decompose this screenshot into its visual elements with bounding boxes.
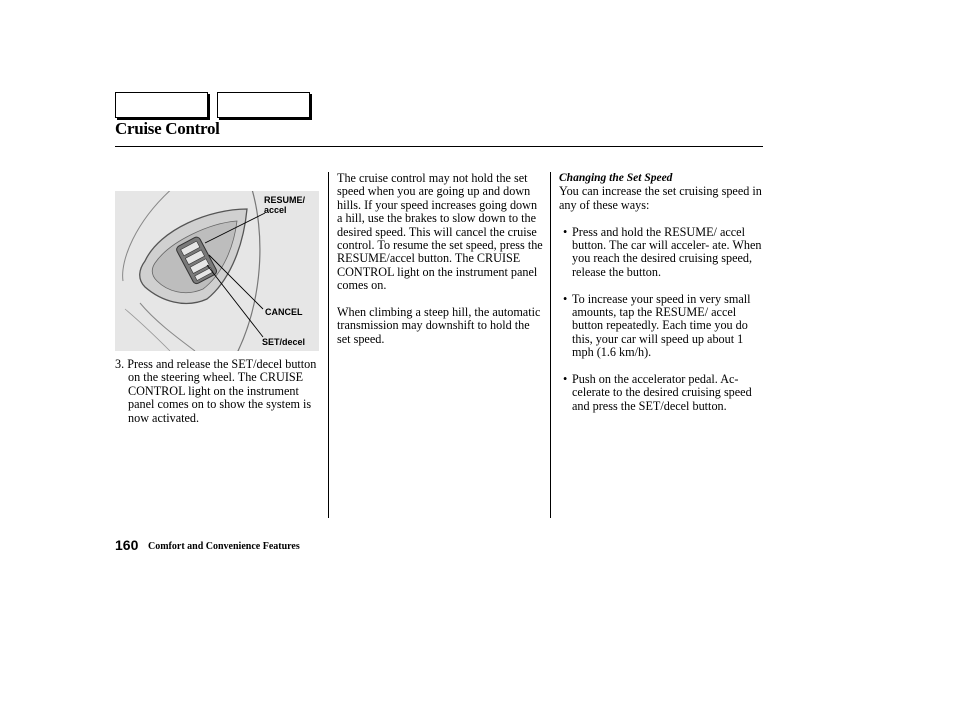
column-2 — [337, 172, 543, 346]
set-decel-label: SET/decel — [262, 337, 306, 347]
steering-wheel-icon — [115, 191, 319, 351]
resume-accel-label: RESUME/ accel — [264, 195, 306, 215]
list-item: • To increase your speed in very small amounts, tap the RESUME/ accel button repeatedly. Each time you do this, your car will speed up about 1 mph (1.6 km/h). — [559, 293, 764, 360]
nav-tab-next[interactable] — [217, 92, 310, 118]
footer-section-title: Comfort and Convenience Features — [148, 541, 300, 552]
step-3: 3. Press and release the SET/decel button on the steering wheel. The CRUISE CONTROL light on the instrument panel comes on to show the system is now activated. — [115, 357, 317, 425]
title-rule — [115, 146, 763, 147]
column-divider — [550, 172, 551, 518]
page-number: 160 — [115, 537, 139, 553]
page-title: Cruise Control — [115, 119, 220, 138]
paragraph-steep-hill: When climbing a steep hill, the automatic transmission may downshift to hold the set speed. — [337, 305, 541, 346]
list-item: • Push on the accelerator pedal. Ac- celerate to the desired cruising speed and press the SET/decel button. — [559, 373, 764, 413]
nav-tab-previous[interactable] — [115, 92, 208, 118]
list-item: • Press and hold the RESUME/ accel button. The car will acceler- ate. When you reach the desired cruising speed, release the button. — [559, 226, 764, 280]
cancel-label: CANCEL — [265, 307, 303, 317]
column-3 — [559, 172, 764, 413]
intro-paragraph: You can increase the set cruising speed in any of these ways: — [559, 184, 762, 212]
column-1 — [115, 358, 320, 425]
steering-wheel-illustration — [115, 191, 319, 351]
section-subheading: Changing the Set Speed — [559, 172, 673, 184]
column-divider — [328, 172, 329, 518]
paragraph-hills: The cruise control may not hold the set speed when you are going up and down hills. If your speed increases going down a hill, use the brakes to slow down to the desired speed. This will cancel the cruise control. To resume the set speed, press the RESUME/accel button. The CRUISE CONTROL light on the instrument panel comes on. — [337, 171, 543, 293]
